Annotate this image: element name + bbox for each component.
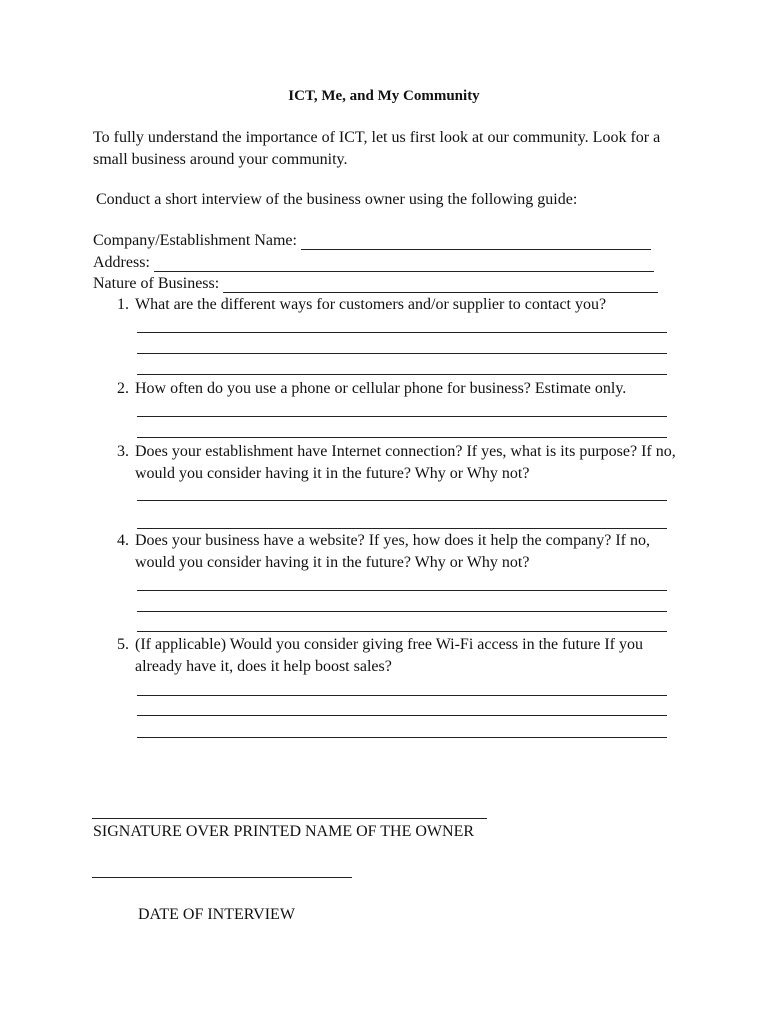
date-line[interactable] [92,877,352,878]
document-title: ICT, Me, and My Community [288,88,480,104]
question-text: (If applicable) Would you consider giving free Wi-Fi access in the future If you already have it, does it help boost sales? [135,636,643,675]
address-blank[interactable] [154,255,654,272]
answer-line[interactable] [137,611,667,612]
nature-of-business-label: Nature of Business: [93,275,220,292]
company-name-blank[interactable] [301,233,651,250]
question-3 [117,441,687,485]
question-number: 4. [117,532,129,549]
guide-instruction: Conduct a short interview of the business owner using the following guide: [96,191,578,208]
answer-line[interactable] [137,695,667,696]
intro-paragraph: To fully understand the importance of ICT, let us first look at our community. Look for a small business around your community. [93,129,661,168]
nature-of-business-blank[interactable] [223,276,658,293]
question-number: 5. [117,636,129,653]
nature-of-business-field [93,275,658,295]
company-name-label: Company/Establishment Name: [93,232,297,249]
answer-line[interactable] [137,353,667,354]
answer-line[interactable] [137,500,667,501]
address-label: Address: [93,254,150,271]
question-text: How often do you use a phone or cellular phone for business? Estimate only. [135,380,627,397]
answer-line[interactable] [137,737,667,738]
address-field [93,254,654,274]
question-number: 2. [117,380,129,397]
question-number: 1. [117,296,129,313]
answer-line[interactable] [137,416,667,417]
signature-line[interactable] [92,818,487,819]
answer-line[interactable] [137,332,667,333]
question-4 [117,530,687,574]
answer-line[interactable] [137,528,667,529]
question-1 [117,294,687,316]
question-text: Does your establishment have Internet connection? If yes, what is its purpose? If no, would you consider having it in the future? Why or Why not? [135,443,676,482]
question-2 [117,378,687,400]
company-name-field [93,232,651,252]
answer-line[interactable] [137,631,667,632]
question-5 [117,634,687,678]
answer-line[interactable] [137,715,667,716]
answer-line[interactable] [137,590,667,591]
answer-line[interactable] [137,374,667,375]
question-text: What are the different ways for customers and/or supplier to contact you? [135,296,607,313]
answer-line[interactable] [137,437,667,438]
question-number: 3. [117,443,129,460]
signature-label: SIGNATURE OVER PRINTED NAME OF THE OWNER [93,823,475,840]
question-text: Does your business have a website? If yes, how does it help the company? If no, would you consider having it in the future? Why or Why not? [135,532,650,571]
date-label: DATE OF INTERVIEW [138,906,295,923]
